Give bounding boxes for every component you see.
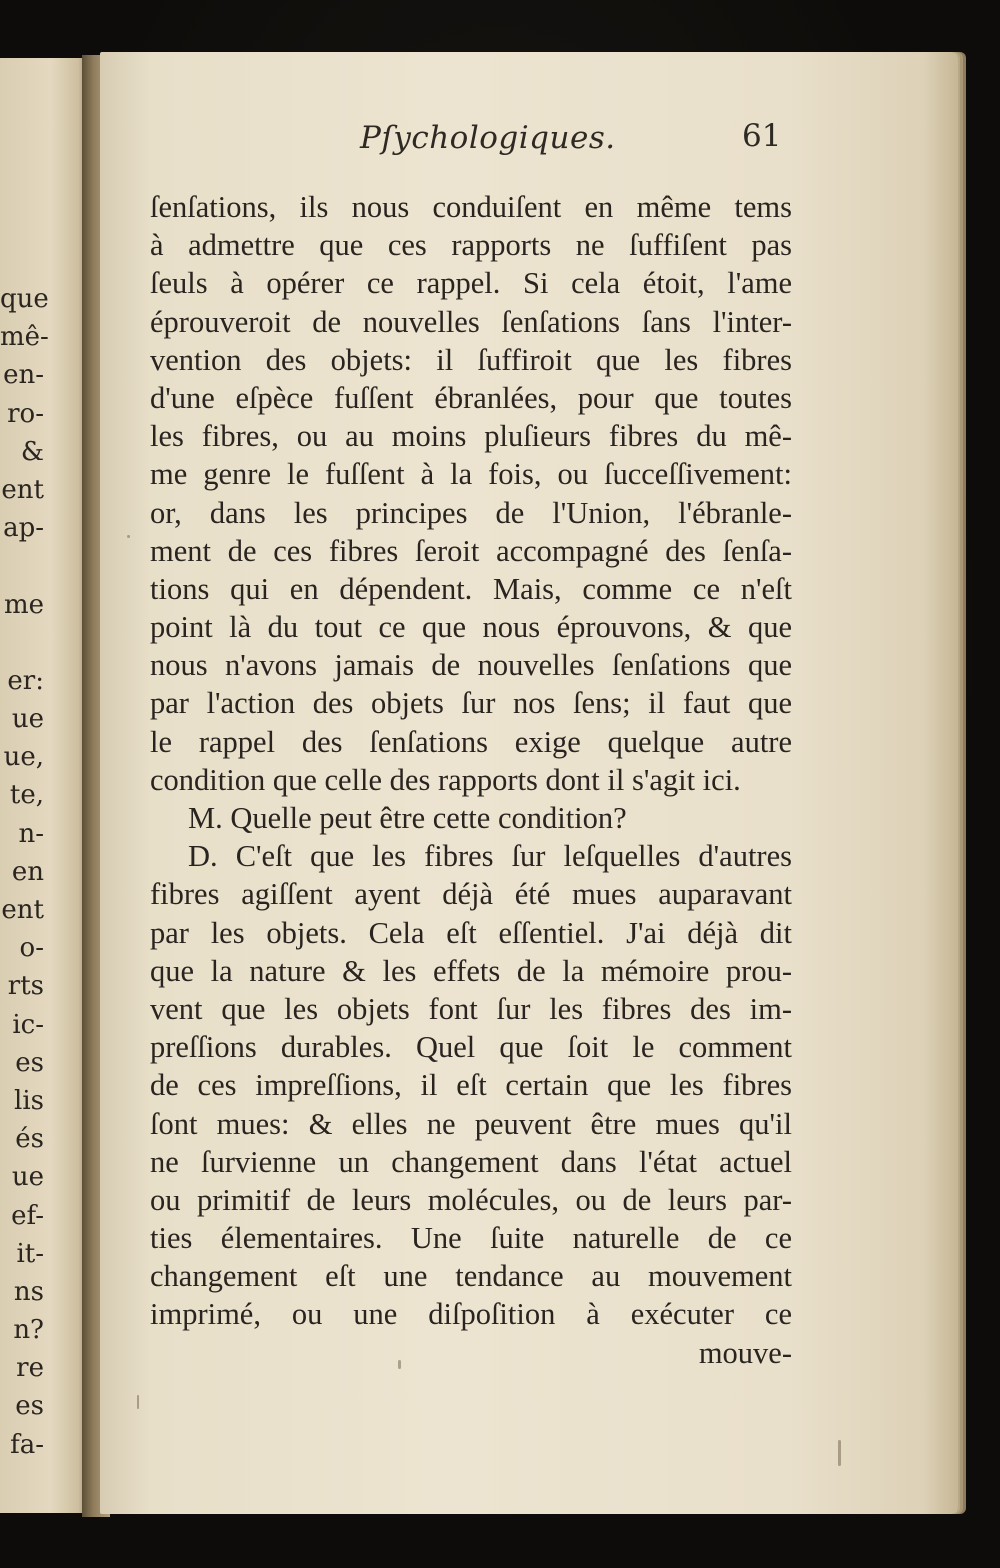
page-body	[150, 188, 792, 1372]
previous-page-line: mê-	[0, 322, 49, 353]
previous-page-line: fa-	[10, 1429, 44, 1460]
text-line: vent que les objets font ſur les fibres des im-	[150, 991, 792, 1026]
text-line: par les objets. Cela eſt eſſentiel. J'ai déjà dit	[150, 915, 792, 950]
text-line: fibres agiſſent ayent déjà été mues auparavant	[150, 877, 792, 912]
paper-speck	[137, 1395, 139, 1409]
text-line: nous n'avons jamais de nouvelles ſenſations que	[150, 648, 792, 683]
previous-page-line: que	[0, 284, 49, 314]
previous-page	[0, 58, 92, 1513]
paper-speck	[398, 1360, 401, 1369]
previous-page-line: &	[20, 436, 44, 467]
previous-page-line: en	[11, 856, 44, 887]
previous-page-line: ue,	[3, 742, 44, 773]
text-line: ſenſations, ils nous conduiſent en même tems	[150, 190, 792, 224]
text-line: point là du tout ce que nous éprouvons, & que	[150, 610, 792, 645]
text-line: or, dans les principes de l'Union, l'ébranle-	[150, 495, 792, 530]
previous-page-line: ns	[13, 1276, 44, 1307]
text-line: ties élementaires. Une ſuite naturelle de ce	[150, 1221, 792, 1256]
previous-page-line	[0, 547, 44, 585]
previous-page-line: lis	[14, 1085, 44, 1116]
previous-page-line: ent	[1, 895, 44, 925]
text-line: que la nature & les effets de la mémoire prou-	[150, 953, 792, 988]
text-line: les fibres, ou au moins pluſieurs fibres du mê-	[150, 419, 792, 454]
text-line: M. Quelle peut être cette condition?	[188, 801, 627, 835]
text-line: le rappel des ſenſations exige quelque autre	[150, 724, 792, 759]
text-line: de ces impreſſions, il eſt certain que les fibres	[150, 1068, 792, 1103]
previous-page-line: en-	[3, 360, 44, 391]
text-line: changement eſt une tendance au mouvement	[150, 1259, 792, 1294]
page-number: 61	[742, 118, 782, 154]
previous-page-line: ro-	[7, 398, 44, 429]
previous-page-line: ue	[11, 704, 44, 735]
previous-page-line: és	[15, 1124, 44, 1155]
previous-page-line: rts	[7, 971, 44, 1002]
previous-page-line: es	[15, 1047, 44, 1078]
text-line: d'une eſpèce fuſſent ébranlées, pour que toutes	[150, 380, 792, 415]
previous-page-text	[0, 280, 49, 1464]
previous-page-line: ue	[11, 1162, 44, 1193]
previous-page-line	[0, 624, 44, 662]
previous-page-line: ef-	[11, 1200, 44, 1231]
paper-speck	[127, 535, 130, 538]
text-line: tions qui en dépendent. Mais, comme ce n'eſt	[150, 571, 792, 606]
previous-page-line: n-	[18, 818, 44, 849]
text-line: mouve-	[698, 1335, 792, 1370]
text-line: D. C'eſt que les fibres ſur leſquelles d'autres	[188, 839, 792, 874]
previous-page-line: es	[15, 1391, 44, 1422]
previous-page-line: er:	[7, 665, 44, 696]
previous-page-line: ent	[1, 474, 44, 505]
text-line: preſſions durables. Quel que ſoit le comment	[150, 1030, 792, 1065]
text-line: ment de ces fibres ſeroit accompagné des ſenſa-	[150, 533, 792, 568]
previous-page-line: ic-	[12, 1009, 44, 1040]
text-line: ne ſurvienne un changement dans l'état actuel	[150, 1144, 792, 1179]
text-line: condition que celle des rapports dont il s'agit ici.	[150, 762, 741, 797]
text-line: me genre le fuſſent à la fois, ou ſucceſſivement:	[150, 457, 792, 492]
text-line: imprimé, ou une diſpoſition à exécuter ce	[150, 1297, 792, 1332]
text-line: éprouveroit de nouvelles ſenſations ſans l'inter-	[150, 304, 792, 339]
previous-page-line: it-	[16, 1238, 44, 1269]
text-line: à admettre que ces rapports ne ſuffiſent pas	[150, 228, 792, 263]
text-line: ſont mues: & elles ne peuvent être mues qu'il	[150, 1106, 792, 1141]
previous-page-line: ap-	[3, 513, 44, 544]
text-line: par l'action des objets ſur nos ſens; il faut que	[150, 686, 792, 721]
text-line: ou primitif de leurs molécules, ou de leurs par-	[150, 1182, 792, 1217]
previous-page-line: re	[16, 1353, 44, 1384]
paper-speck	[838, 1440, 841, 1466]
text-line: vention des objets: il ſuffiroit que les fibres	[150, 342, 792, 377]
text-line: ſeuls à opérer ce rappel. Si cela étoit, l'ame	[150, 266, 792, 301]
previous-page-line: te,	[9, 780, 44, 811]
previous-page-line: n?	[13, 1315, 44, 1346]
previous-page-line: o-	[19, 933, 44, 964]
previous-page-line: me	[3, 589, 44, 620]
running-head: Pſychologiques.	[360, 120, 616, 156]
